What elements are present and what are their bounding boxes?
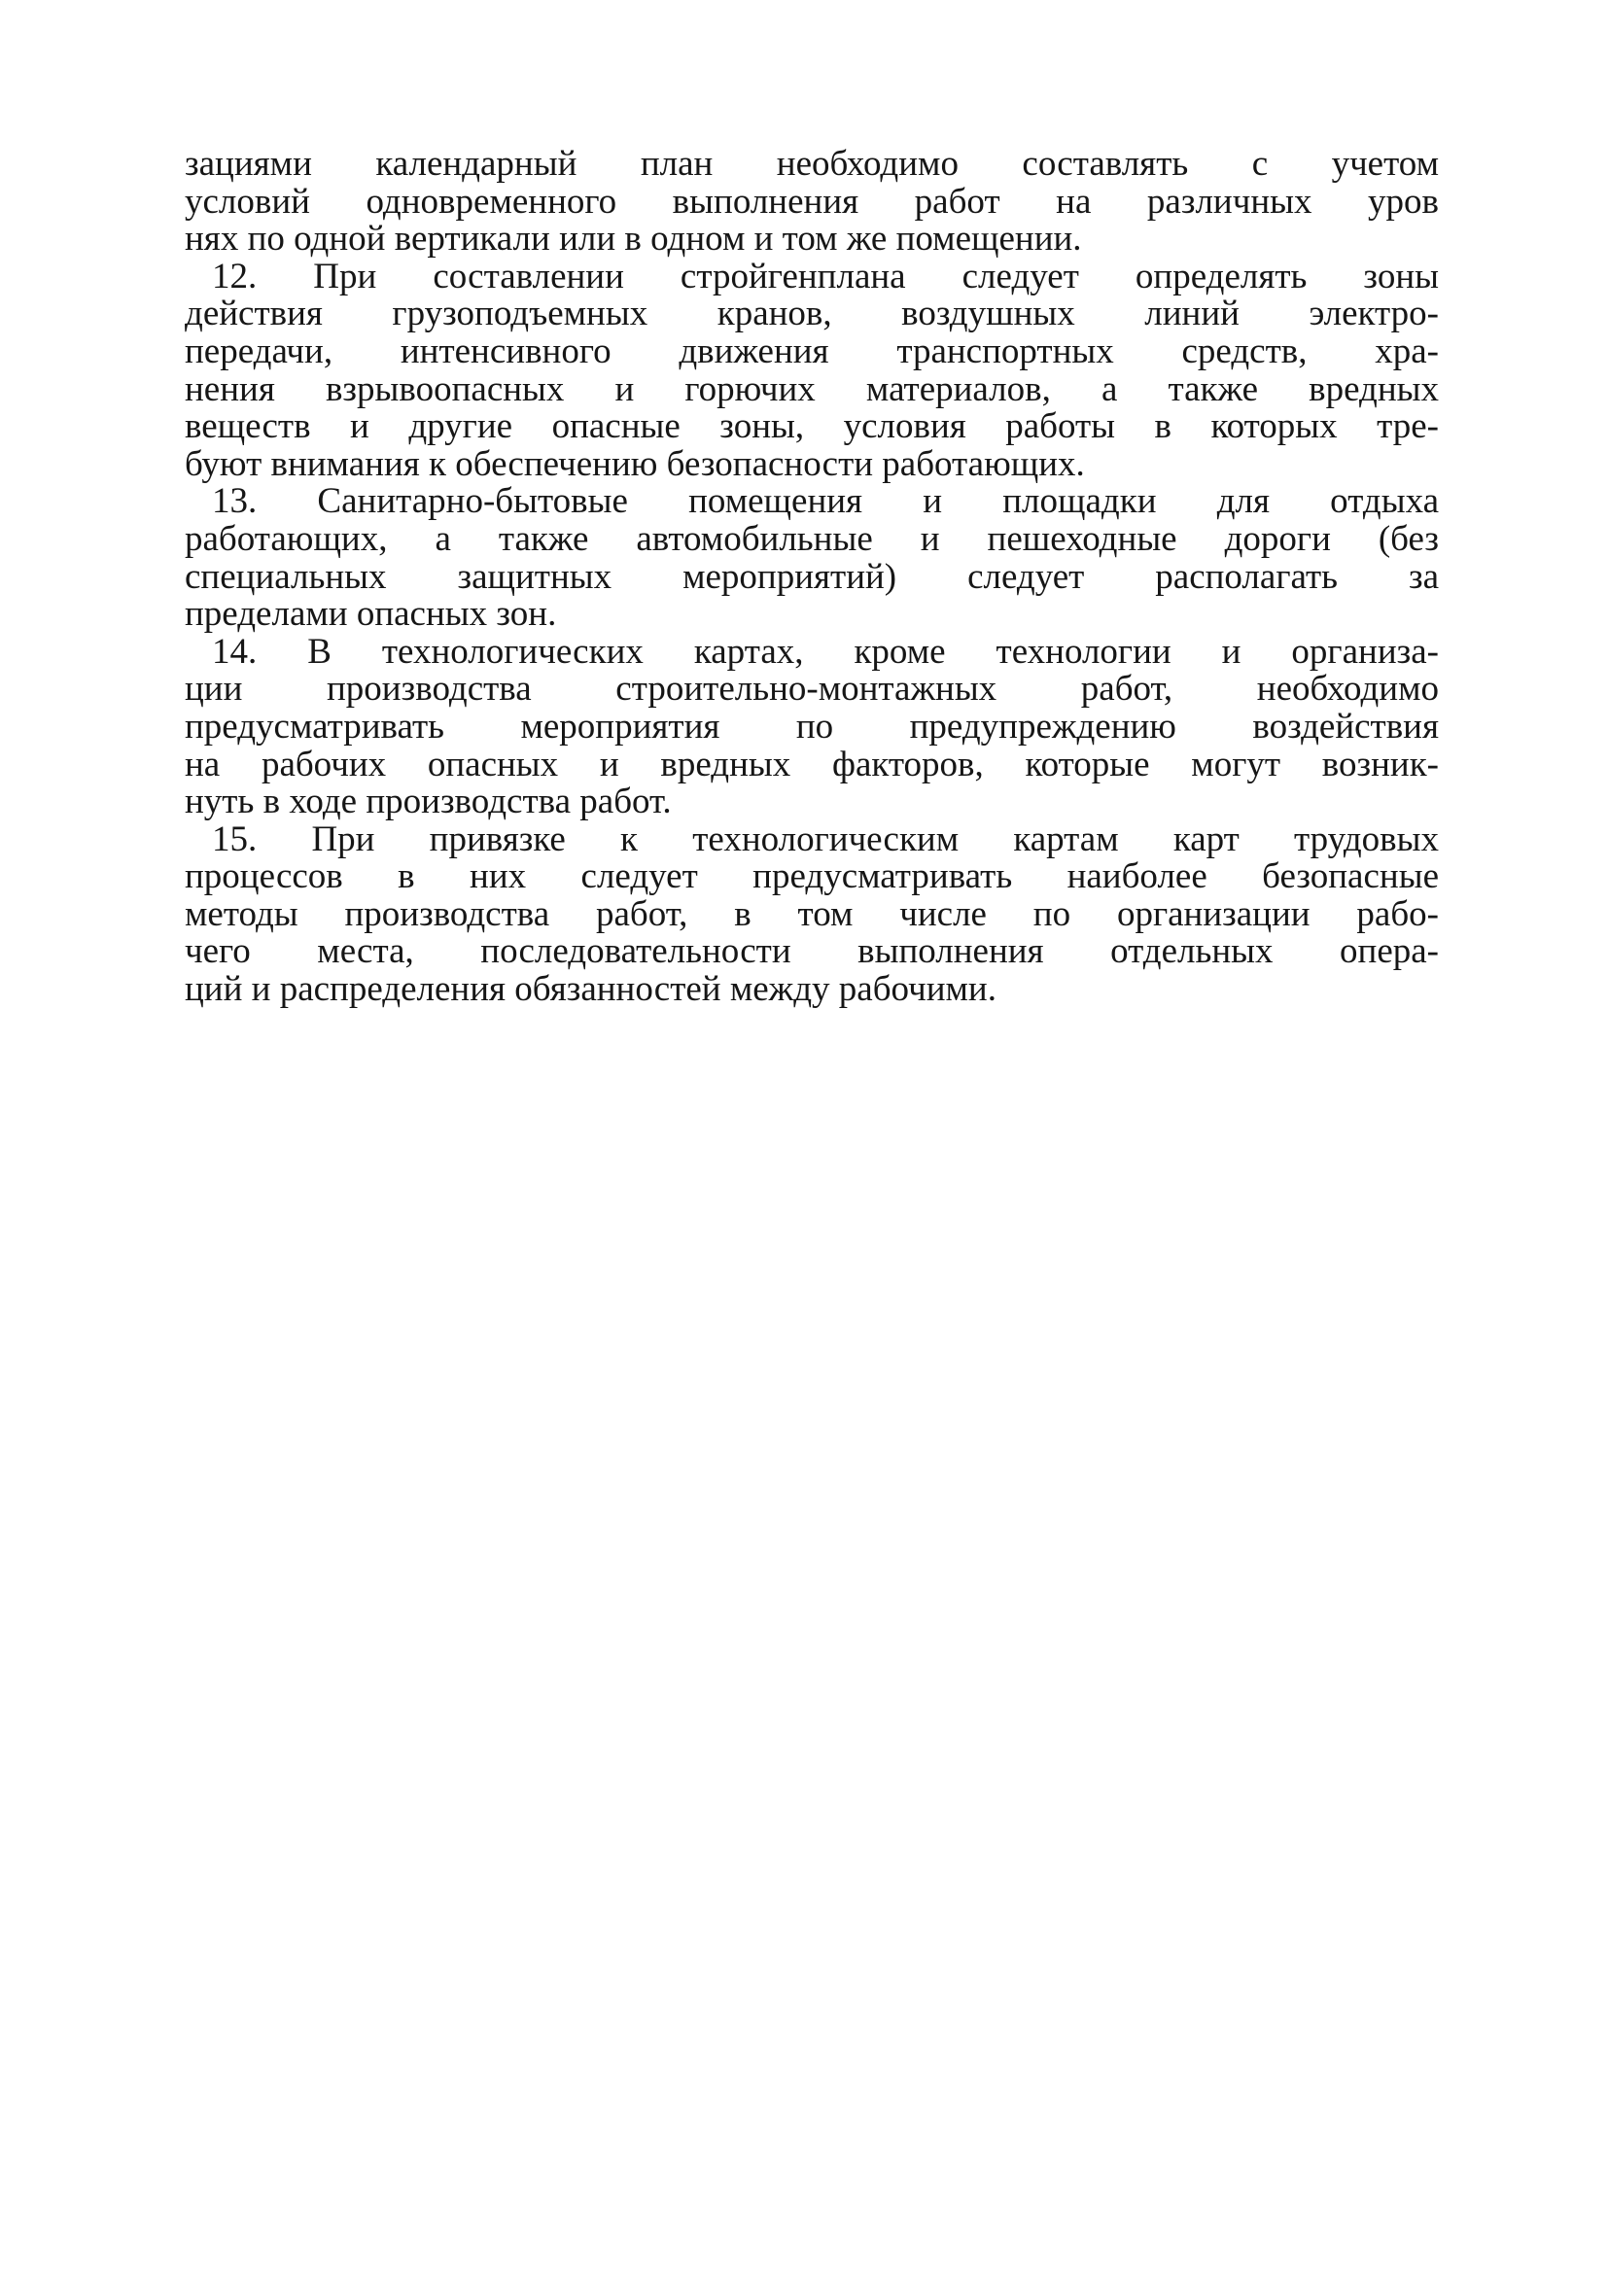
text-line: нях по одной вертикали или в одном и том же помещении. <box>185 219 1082 260</box>
text-line: чего места, последовательности выполнения отдельных опера- <box>185 931 1439 972</box>
paragraph-13-first-line: 13. Санитарно-бытовые помещения и площадки для отдыха <box>212 481 1439 522</box>
text-line: ции производства строительно-монтажных работ, необходимо <box>185 669 1439 710</box>
text-line: работающих, а также автомобильные и пешеходные дороги (без <box>185 518 1439 559</box>
body-text <box>185 146 1439 1009</box>
text-line: ций и распределения обязанностей между рабочими. <box>185 969 996 1010</box>
text-line: буют внимания к обеспечению безопасности работающих. <box>185 443 1085 484</box>
text-line: условий одновременного выполнения работ на различных уров <box>185 181 1439 222</box>
text-line: зациями календарный план необходимо составлять с учетом <box>185 144 1439 184</box>
text-line: действия грузоподъемных кранов, воздушных линий электро- <box>185 294 1439 334</box>
text-line: предусматривать мероприятия по предупреждению воздействия <box>185 706 1439 747</box>
paragraph-12-first-line: 12. При составлении стройгенплана следует определять зоны <box>212 256 1439 296</box>
text-line: методы производства работ, в том числе по организации рабо- <box>185 893 1439 934</box>
paragraph-14-first-line: 14. В технологических картах, кроме технологии и организа- <box>212 631 1439 672</box>
text-line: веществ и другие опасные зоны, условия работы в которых тре- <box>185 406 1439 447</box>
text-line: пределами опасных зон. <box>185 594 557 635</box>
text-line: процессов в них следует предусматривать наиболее безопасные <box>185 856 1439 897</box>
text-line: на рабочих опасных и вредных факторов, которые могут возник- <box>185 744 1439 784</box>
paragraph-15-first-line: 15. При привязке к технологическим картам карт трудовых <box>212 818 1439 859</box>
text-line: передачи, интенсивного движения транспортных средств, хра- <box>185 330 1439 371</box>
text-line: нения взрывоопасных и горючих материалов, а также вредных <box>185 368 1439 409</box>
text-line: нуть в ходе производства работ. <box>185 782 672 822</box>
text-line: специальных защитных мероприятий) следует располагать за <box>185 556 1439 597</box>
